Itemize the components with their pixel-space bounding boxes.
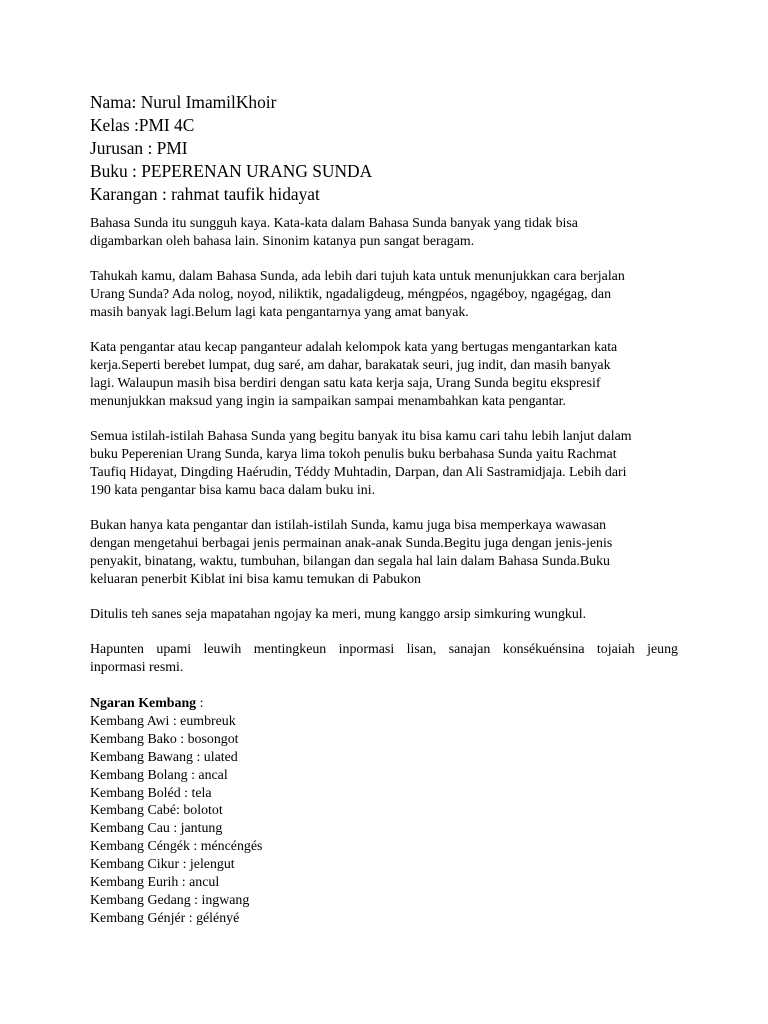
list-heading-colon: : <box>196 696 204 711</box>
list-item: Kembang Eurih : ancul <box>90 875 220 891</box>
text-line: 190 kata pengantar bisa kamu baca dalam buku ini. <box>90 483 376 498</box>
text-line: Kata pengantar atau kecap panganteur adalah kelompok kata yang bertugas mengantarkan kata <box>90 340 618 355</box>
list-item: Kembang Bolang : ancal <box>90 767 228 783</box>
list-item: Kembang Cikur : jelengut <box>90 857 235 873</box>
text-line: penyakit, binatang, waktu, tumbuhan, bilangan dan segala hal lain dalam Bahasa Sunda.Buku <box>90 554 610 569</box>
list-item: Kembang Gedang : ingwang <box>90 892 250 908</box>
text-line: kerja.Seperti berebet lumpat, dug saré, am dahar, barakatak seuri, jug indit, dan masih banyak <box>90 358 611 373</box>
paragraph <box>90 339 678 411</box>
paragraph <box>90 268 678 322</box>
text-line: keluaran penerbit Kiblat ini bisa kamu temukan di Pabukon <box>90 572 421 587</box>
text-line: Semua istilah-istilah Bahasa Sunda yang begitu banyak itu bisa kamu cari tahu lebih lanjut dalam <box>90 429 632 444</box>
list-item: Kembang Boléd : tela <box>90 785 212 801</box>
book-line: Buku : PEPERENAN URANG SUNDA <box>90 161 373 181</box>
major-line: Jurusan : PMI <box>90 138 188 158</box>
list-heading <box>90 695 490 713</box>
paragraph <box>90 428 678 500</box>
text-line: Urang Sunda? Ada nolog, noyod, niliktik, ngadaligdeug, méngpéos, ngagéboy, ngagégag, dan <box>90 287 612 302</box>
paragraph <box>90 517 678 589</box>
text-line: digambarkan oleh bahasa lain. Sinonim katanya pun sangat beragam. <box>90 234 475 249</box>
list-item: Kembang Bako : bosongot <box>90 731 239 747</box>
paragraph <box>90 606 678 624</box>
text-line: Bukan hanya kata pengantar dan istilah-istilah Sunda, kamu juga bisa memperkaya wawasan <box>90 518 607 533</box>
list-heading-title: Ngaran Kembang <box>90 696 197 711</box>
list-item: Kembang Cau : jantung <box>90 821 223 837</box>
list-item: Kembang Awi : eumbreuk <box>90 713 236 729</box>
list-item: Kembang Cabé: bolotot <box>90 803 223 819</box>
text-line: Taufiq Hidayat, Dingding Haérudin, Téddy Muhtadin, Darpan, dan Ali Sastramidjaja. Lebih dari <box>90 465 627 480</box>
class-line: Kelas :PMI 4C <box>90 115 195 135</box>
name-line: Nama: Nurul ImamilKhoir <box>90 92 277 112</box>
paragraph <box>90 215 678 251</box>
body-text <box>90 215 678 694</box>
text-line: menunjukkan maksud yang ingin ia sampaikan sampai menambahkan kata pengantar. <box>90 394 567 409</box>
text-line: masih banyak lagi.Belum lagi kata pengantarnya yang amat banyak. <box>90 305 469 320</box>
text-line: Bahasa Sunda itu sungguh kaya. Kata-kata dalam Bahasa Sunda banyak yang tidak bisa <box>90 216 578 231</box>
author-line: Karangan : rahmat taufik hidayat <box>90 184 320 204</box>
list-item: Kembang Génjér : gélényé <box>90 910 240 926</box>
flower-names-list <box>90 695 490 928</box>
text-line: dengan mengetahui berbagai jenis permainan anak-anak Sunda.Begitu juga dengan jenis-jenis <box>90 536 613 551</box>
text-line: inpormasi resmi. <box>90 660 184 675</box>
text-line: buku Peperenian Urang Sunda, karya lima tokoh penulis buku berbahasa Sunda yaitu Rachmat <box>90 447 617 462</box>
text-line: Tahukah kamu, dalam Bahasa Sunda, ada lebih dari tujuh kata untuk menunjukkan cara berjalan <box>90 269 625 284</box>
text-line: lagi. Walaupun masih bisa berdiri dengan satu kata kerja saja, Urang Sunda begitu ekspresif <box>90 376 601 391</box>
list-item: Kembang Bawang : ulated <box>90 749 238 765</box>
paragraph <box>90 641 678 677</box>
text-line: Ditulis teh sanes seja mapatahan ngojay ka meri, mung kanggo arsip simkuring wungkul. <box>90 607 587 622</box>
student-info-header <box>90 91 690 206</box>
list-item: Kembang Céngék : méncéngés <box>90 839 263 855</box>
text-line: Hapunten upami leuwih mentingkeun inpormasi lisan, sanajan konsékuénsina tojaiah jeung <box>90 642 678 657</box>
